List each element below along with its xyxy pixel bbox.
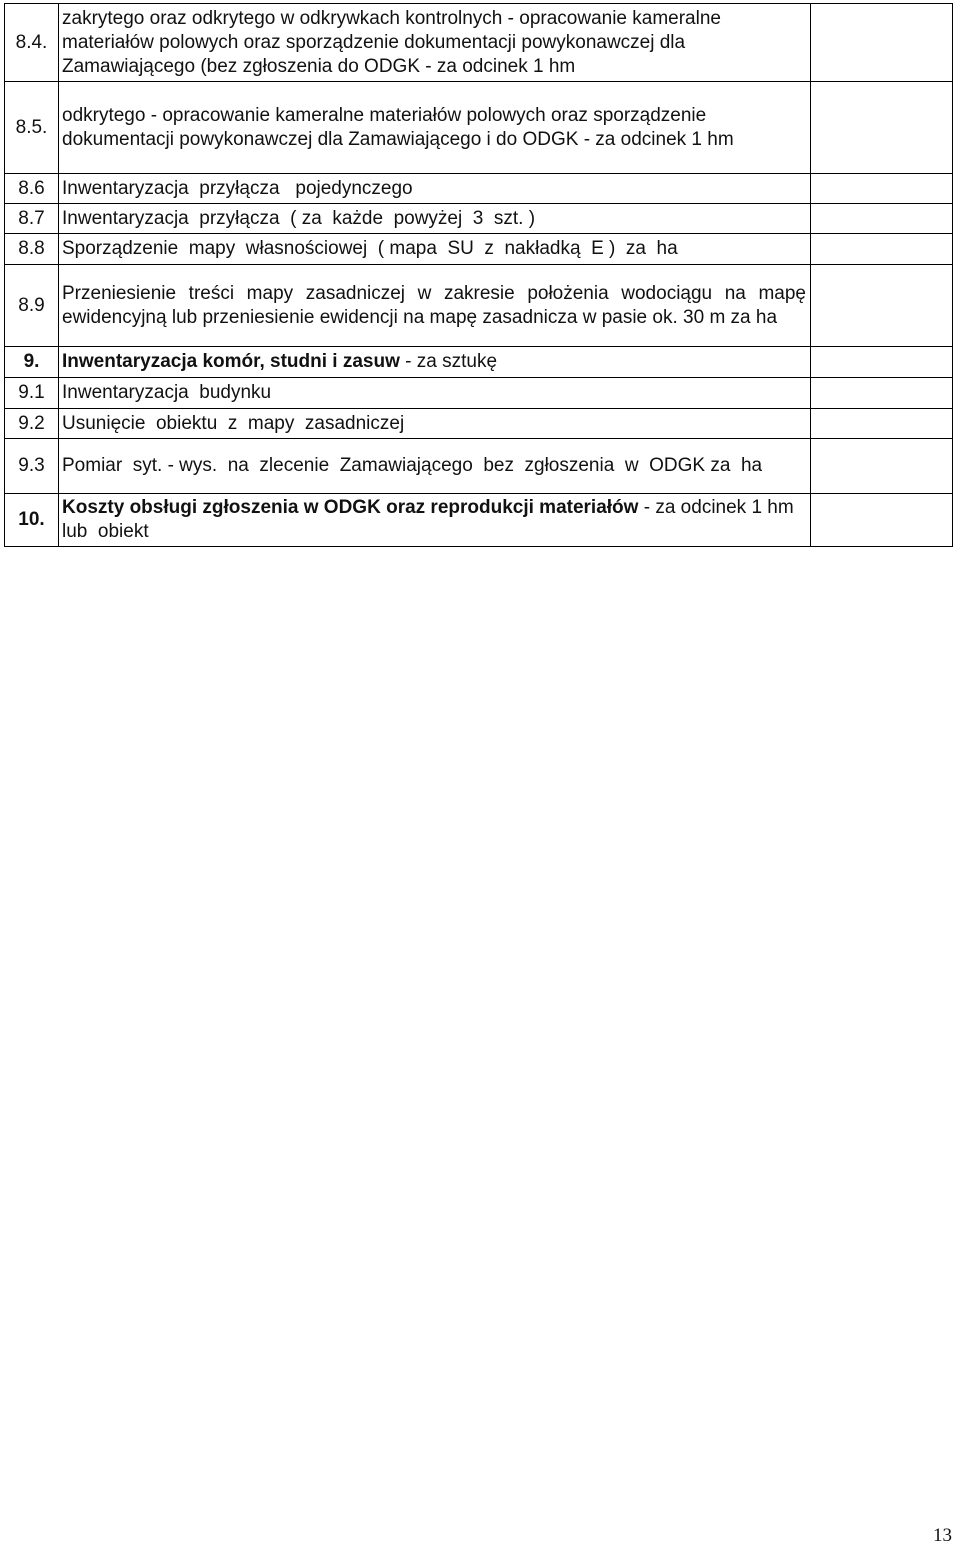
row-description-text: Inwentaryzacja przyłącza ( za każde powyżej 3 szt. ) <box>62 207 536 229</box>
table-row <box>5 204 953 234</box>
row-value <box>811 347 953 378</box>
row-description-text: Usunięcie obiektu z mapy zasadniczej <box>62 412 405 434</box>
table-row <box>5 409 953 439</box>
row-description <box>59 234 811 265</box>
row-value <box>811 234 953 265</box>
row-description-text: odkrytego - opracowanie kameralne materiałów polowych oraz sporządzenie dokumentacji powykonawczej dla Zamawiającego i do ODGK - za odcinek 1 hm <box>62 104 734 150</box>
row-description-bold: Koszty obsługi zgłoszenia w ODGK oraz reprodukcji materiałów <box>62 497 639 518</box>
table-row <box>5 439 953 494</box>
row-description <box>59 378 811 409</box>
row-number: 9. <box>5 347 59 378</box>
row-value <box>811 378 953 409</box>
row-number: 8.8 <box>5 234 59 265</box>
row-description-text: Inwentaryzacja przyłącza pojedynczego <box>62 177 413 199</box>
row-number: 8.7 <box>5 204 59 234</box>
row-description-bold: Inwentaryzacja komór, studni i zasuw <box>62 351 400 372</box>
row-number: 9.3 <box>5 439 59 494</box>
row-description <box>59 494 811 547</box>
table-row <box>5 82 953 174</box>
row-description-text: Sporządzenie mapy własnościowej ( mapa SU z nakładką E ) za ha <box>62 238 678 259</box>
row-description-text: - za odcinek 1 hm lub obiekt <box>62 497 805 542</box>
row-description <box>59 82 811 174</box>
row-number: 8.6 <box>5 174 59 204</box>
row-number: 8.5. <box>5 82 59 174</box>
row-description <box>59 265 811 347</box>
row-number: 10. <box>5 494 59 547</box>
row-description-text: Przeniesienie treści mapy zasadniczej w zakresie położenia wodociągu na mapę ewidencyjną lub przeniesienie ewidencji na mapę zasadnicza w pasie ok. 30 m za ha <box>62 282 806 328</box>
cost-table <box>4 3 953 547</box>
row-description-text: - za sztukę <box>399 351 498 372</box>
row-value <box>811 409 953 439</box>
row-description <box>59 409 811 439</box>
table-row <box>5 347 953 378</box>
table-row <box>5 265 953 347</box>
row-description-text: Pomiar syt. - wys. na zlecenie Zamawiającego bez zgłoszenia w ODGK za ha <box>62 455 763 476</box>
row-description <box>59 174 811 204</box>
row-number: 9.1 <box>5 378 59 409</box>
table-row <box>5 4 953 82</box>
row-description <box>59 347 811 378</box>
row-description <box>59 439 811 494</box>
row-value <box>811 494 953 547</box>
row-description <box>59 204 811 234</box>
row-number: 8.9 <box>5 265 59 347</box>
row-value <box>811 82 953 174</box>
row-value <box>811 4 953 82</box>
page-number: 13 <box>933 1525 952 1546</box>
row-number: 9.2 <box>5 409 59 439</box>
table-row <box>5 494 953 547</box>
row-value <box>811 174 953 204</box>
row-description-text: zakrytego oraz odkrytego w odkrywkach kontrolnych - opracowanie kameralne materiałów polowych oraz sporządzenie dokumentacji powykonawczej dla Zamawiającego (bez zgłoszenia do ODGK - za odcinek 1 hm <box>62 7 721 77</box>
row-value <box>811 204 953 234</box>
row-number: 8.4. <box>5 4 59 82</box>
table-row <box>5 174 953 204</box>
row-value <box>811 439 953 494</box>
row-description <box>59 4 811 82</box>
row-description-text: Inwentaryzacja budynku <box>62 382 272 403</box>
table-row <box>5 234 953 265</box>
row-value <box>811 265 953 347</box>
table-row <box>5 378 953 409</box>
